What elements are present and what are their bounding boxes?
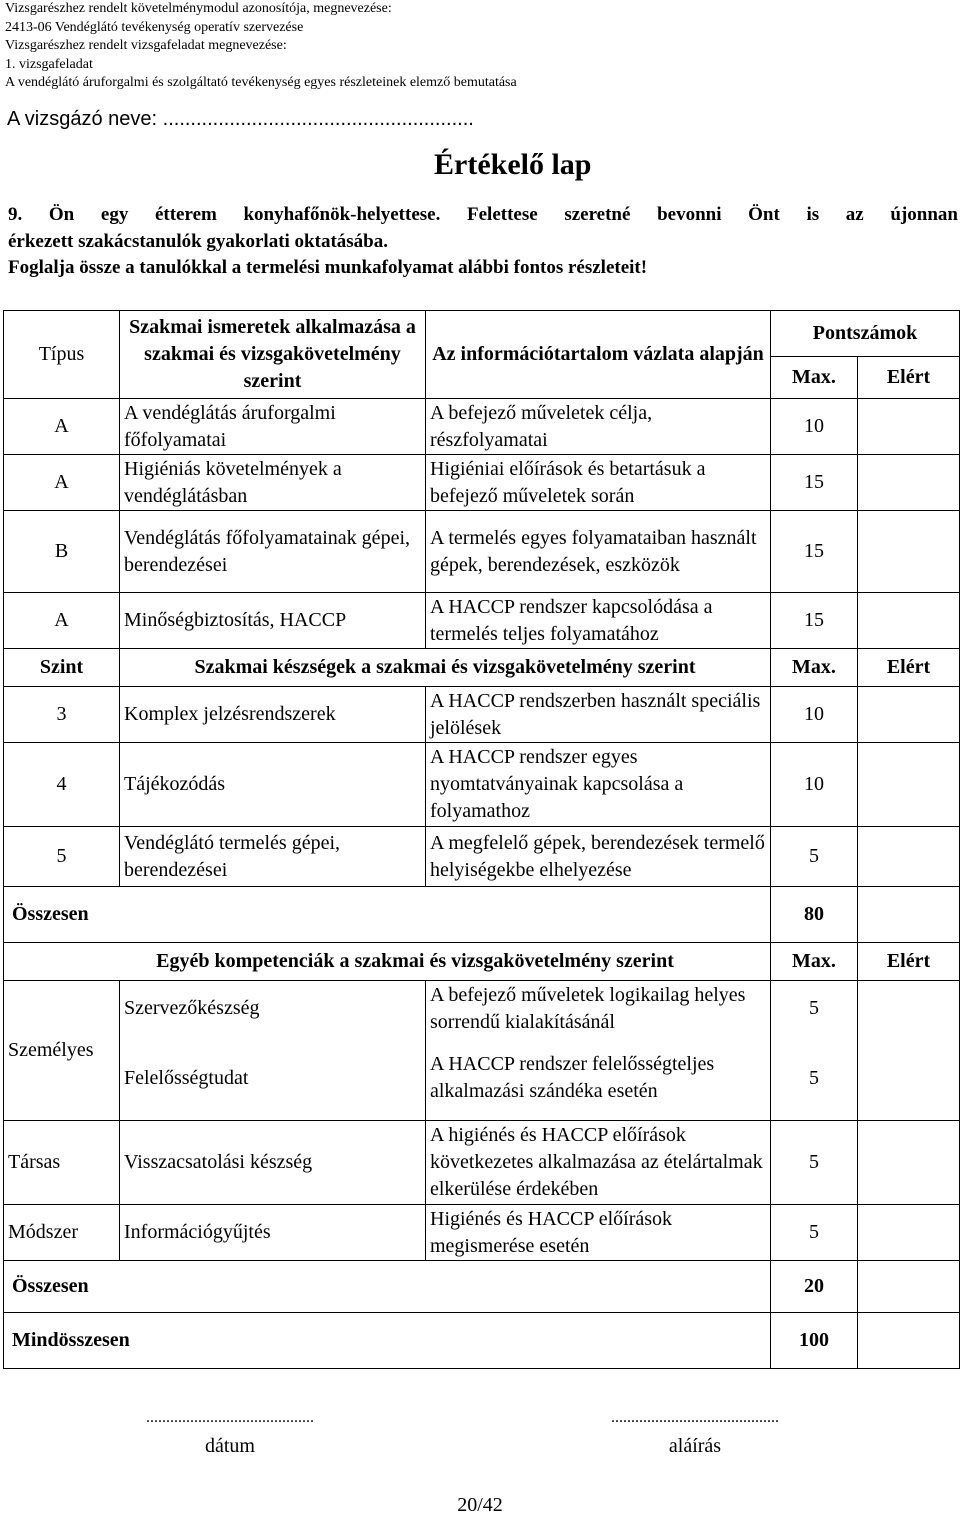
max-header: Max. [771,357,858,399]
knowledge-header: Szakmai ismeretek alkalmazása a szakmai és vizsgakövetelmény szerint [120,311,426,399]
task-word: 9. [8,204,23,225]
total-row [4,1261,960,1313]
header-line-module-label: Vizsgarészhez rendelt követelménymodul azonosítója, megnevezése: [5,1,392,16]
content-cell: A befejező műveletek célja, részfolyamatai [426,399,771,455]
task-word: is [806,204,820,225]
grand-total-row [4,1313,960,1369]
competence-cell: Visszacsatolási készség [120,1121,426,1205]
total-label: Összesen [4,887,771,943]
page-title: Értékelő lap [434,148,592,181]
achieved-cell[interactable] [858,593,960,649]
document-header [5,0,955,93]
achieved-cell[interactable] [858,1037,960,1121]
header-line-task-title: A vendéglátó áruforgalmi és szolgáltató tevékenység egyes részleteinek elemző bemutatása [5,75,517,90]
type-cell: A [4,593,120,649]
type-cell: A [4,399,120,455]
content-cell: A HACCP rendszer egyes nyomtatványainak kapcsolása a folyamathoz [426,743,771,827]
achieved-header: Elért [858,943,960,981]
table-row [4,687,960,743]
grand-total-label: Mindösszesen [4,1313,771,1369]
task-word: konyhafőnök-helyettese. [243,204,441,225]
candidate-name-line[interactable]: A vizsgázó neve: ........................................................ [7,108,474,130]
topic-cell: Higiéniás követelmények a vendéglátásban [120,455,426,511]
max-header: Max. [771,649,858,687]
max-cell: 5 [771,827,858,887]
max-cell: 10 [771,399,858,455]
content-cell: A HACCP rendszer kapcsolódása a termelés teljes folyamatához [426,593,771,649]
task-word: az [845,204,864,225]
table-row [4,743,960,827]
grand-total-achieved[interactable] [858,1313,960,1369]
date-label: dátum [205,1435,255,1457]
content-cell: Higiénés és HACCP előírások megismerése esetén [426,1205,771,1261]
achieved-cell[interactable] [858,981,960,1037]
signature-block [545,1404,845,1460]
table-row [4,1121,960,1205]
total-row [4,887,960,943]
signature-dots[interactable]: .......................................... [611,1409,779,1426]
topic-cell: Vendéglátás főfolyamatainak gépei, berendezései [120,511,426,593]
achieved-cell[interactable] [858,1121,960,1205]
competence-cell: Szervezőkészség [120,981,426,1037]
total-label: Összesen [4,1261,771,1313]
evaluation-table [3,310,960,1369]
achieved-cell[interactable] [858,399,960,455]
task-line-3: Foglalja össze a tanulókkal a termelési munkafolyamat alábbi fontos részleteit! [8,257,648,278]
max-header: Max. [771,943,858,981]
table-row [4,593,960,649]
total-max: 80 [771,887,858,943]
points-header: Pontszámok [771,311,960,357]
content-cell: A megfelelő gépek, berendezések termelő helyiségekbe elhelyezése [426,827,771,887]
total-max: 20 [771,1261,858,1313]
page-number: 20/42 [457,1494,503,1516]
content-cell: Higiéniai előírások és betartásuk a befejező műveletek során [426,455,771,511]
achieved-header: Elért [858,357,960,399]
category-cell: Módszer [4,1205,120,1261]
competence-cell: Információgyűjtés [120,1205,426,1261]
date-dots[interactable]: .......................................... [146,1409,314,1426]
content-cell: A higiénés és HACCP előírások következetes alkalmazása az ételártalmak elkerülése érdekében [426,1121,771,1205]
category-cell: Társas [4,1121,120,1205]
task-line-2: érkezett szakácstanulók gyakorlati oktatásába. [8,230,388,252]
task-description [8,202,958,282]
header-line-module: 2413-06 Vendéglátó tevékenység operatív szervezése [5,19,304,35]
total-achieved[interactable] [858,887,960,943]
task-word: Felettese [467,204,538,225]
content-cell: A befejező műveletek logikailag helyes sorrendű kialakításánál [426,981,771,1037]
other-header-row [4,943,960,981]
header-line-task-number: 1. vizsgafeladat [5,56,93,72]
info-header: Az információtartalom vázlata alapján [426,311,771,399]
task-word: egy [100,204,129,225]
topic-cell: A vendéglátás áruforgalmi főfolyamatai [120,399,426,455]
skills-header: Szakmai készségek a szakmai és vizsgakövetelmény szerint [120,649,771,687]
table-row [4,827,960,887]
header-line-task-label: Vizsgarészhez rendelt vizsgafeladat megnevezése: [5,38,287,53]
signature-label: aláírás [668,1435,722,1457]
total-achieved[interactable] [858,1261,960,1313]
task-word: szeretné [564,204,631,225]
type-cell: B [4,511,120,593]
achieved-cell[interactable] [858,743,960,827]
skills-header-row [4,649,960,687]
max-cell: 15 [771,593,858,649]
achieved-cell[interactable] [858,511,960,593]
skill-cell: Komplex jelzésrendszerek [120,687,426,743]
type-cell: A [4,455,120,511]
level-header: Szint [4,649,120,687]
task-word: Önt [748,204,780,225]
table-row [4,455,960,511]
level-cell: 5 [4,827,120,887]
grand-total-max: 100 [771,1313,858,1369]
content-cell: A HACCP rendszerben használt speciális jelölések [426,687,771,743]
max-cell: 10 [771,687,858,743]
competence-cell: Felelősségtudat [120,1037,426,1121]
max-cell: 5 [771,1121,858,1205]
task-word: étterem [154,204,217,225]
date-block [80,1404,380,1460]
table-row [4,399,960,455]
achieved-cell[interactable] [858,827,960,887]
table-row [4,981,960,1037]
content-cell: A termelés egyes folyamataiban használt gépek, berendezések, eszközök [426,511,771,593]
task-word: Ön [48,204,75,225]
task-line-1 [8,202,958,229]
achieved-cell[interactable] [858,687,960,743]
max-cell: 5 [771,1205,858,1261]
task-word: bevonni [657,204,722,225]
max-cell: 10 [771,743,858,827]
table-row [4,1205,960,1261]
type-header: Típus [4,311,120,399]
achieved-cell[interactable] [858,1205,960,1261]
topic-cell: Minőségbiztosítás, HACCP [120,593,426,649]
level-cell: 4 [4,743,120,827]
max-cell: 15 [771,511,858,593]
skill-cell: Vendéglátó termelés gépei, berendezései [120,827,426,887]
other-header: Egyéb kompetenciák a szakmai és vizsgakövetelmény szerint [4,943,771,981]
max-cell: 5 [771,1037,858,1121]
task-word: újonnan [890,204,958,225]
achieved-cell[interactable] [858,455,960,511]
content-cell: A HACCP rendszer felelősségteljes alkalmazási szándéka esetén [426,1037,771,1121]
max-cell: 5 [771,981,858,1037]
category-cell: Személyes [4,981,120,1121]
max-cell: 15 [771,455,858,511]
level-cell: 3 [4,687,120,743]
skill-cell: Tájékozódás [120,743,426,827]
table-row [4,511,960,593]
table-row [4,1037,960,1121]
achieved-header: Elért [858,649,960,687]
